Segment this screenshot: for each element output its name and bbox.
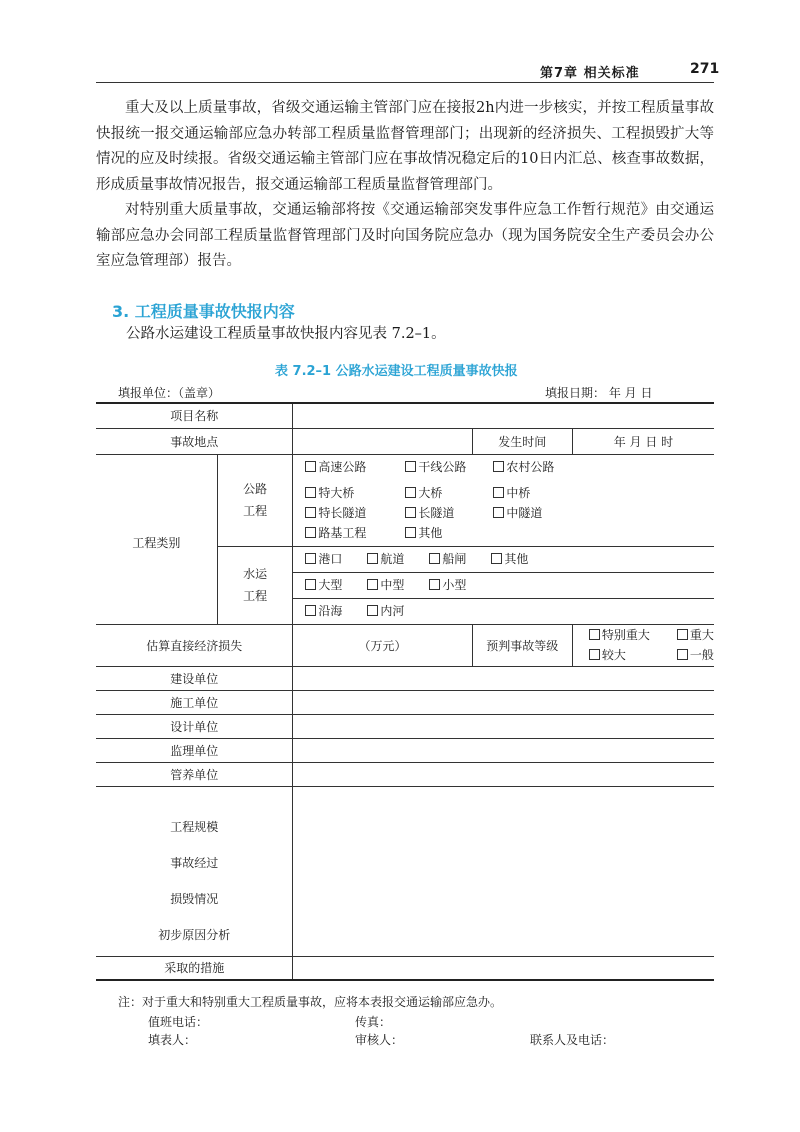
table-row xyxy=(96,454,714,546)
checkbox-label: 内河 xyxy=(380,603,405,618)
checkbox-waterway-other[interactable] xyxy=(491,547,528,572)
supervisor-label: 监理单位 xyxy=(96,738,293,762)
project-name-field[interactable] xyxy=(293,403,714,428)
table-row xyxy=(96,624,714,666)
checkbox-label: 小型 xyxy=(442,577,467,592)
checkbox-label: 其他 xyxy=(418,526,443,540)
checkbox-extra-long-tunnel[interactable] xyxy=(305,503,405,523)
measures-label: 采取的措施 xyxy=(96,956,293,980)
designer-label: 设计单位 xyxy=(96,714,293,738)
checkbox-ship-lock[interactable] xyxy=(429,547,491,572)
checkbox-label: 船闸 xyxy=(442,551,467,566)
project-category-label: 工程类别 xyxy=(96,454,217,624)
checkbox-label: 特大桥 xyxy=(318,486,355,500)
checkbox-label: 中桥 xyxy=(506,486,531,500)
table-note: 注：对于重大和特别重大工程质量事故，应将本表报交通运输部应急办。 xyxy=(118,995,503,1009)
checkbox-label: 较大 xyxy=(601,648,626,662)
header-rule xyxy=(96,82,714,83)
checkbox-large-scale[interactable] xyxy=(305,573,367,598)
checkbox-expressway[interactable] xyxy=(305,457,405,477)
checkbox-long-tunnel[interactable] xyxy=(405,503,493,523)
highway-options xyxy=(293,454,714,546)
table-row xyxy=(96,714,714,738)
checkbox-label: 港口 xyxy=(318,551,343,566)
checkbox-label: 大型 xyxy=(318,577,343,592)
checkbox-rural-highway[interactable] xyxy=(493,457,554,477)
paragraph-1: 重大及以上质量事故，省级交通运输主管部门应在接报2h内进一步核实，并按工程质量事故快报统一报交通运输部应急办转部工程质量监督管理部门；出现新的经济损失、工程损毁扩大等情况的应及时续报。省级交通运输主管部门应在事故情况稳定后的10日内汇总、核查事故数据，形成质量事故情况报告，报交通运输部工程质量监督管理部门。 xyxy=(96,100,714,193)
checkbox-label: 重大 xyxy=(689,628,714,642)
accident-report-form xyxy=(96,402,714,981)
table-row xyxy=(96,666,714,690)
fill-unit-label: 填报单位：（盖章） xyxy=(118,386,221,400)
checkbox-label: 长隧道 xyxy=(418,506,455,520)
economic-loss-field[interactable]: （万元） xyxy=(293,624,472,666)
fill-date-label: 填报日期： 年 月 日 xyxy=(545,386,653,400)
damage-status-label: 损毁情况 xyxy=(170,891,219,906)
checkbox-label: 路基工程 xyxy=(318,526,367,540)
table-row xyxy=(96,956,714,980)
checkbox-channel[interactable] xyxy=(367,547,429,572)
level-options xyxy=(572,624,714,666)
checkbox-label: 大桥 xyxy=(418,486,443,500)
checkbox-label: 干线公路 xyxy=(418,460,467,474)
measures-field[interactable] xyxy=(293,956,714,980)
table-row xyxy=(96,786,714,956)
section-intro: 公路水运建设工程质量事故快报内容见表 7.2–1。 xyxy=(126,326,446,342)
checkbox-label: 一般 xyxy=(689,648,714,662)
checkbox-coastal[interactable] xyxy=(305,599,367,624)
construction-owner-field[interactable] xyxy=(293,666,714,690)
table-row xyxy=(96,738,714,762)
checkbox-medium-bridge[interactable] xyxy=(493,483,530,503)
occurrence-time-label: 发生时间 xyxy=(472,428,572,454)
table-row xyxy=(96,428,714,454)
checkbox-inland-river[interactable] xyxy=(367,599,404,624)
page-number: 271 xyxy=(690,61,720,77)
checkbox-trunk-highway[interactable] xyxy=(405,457,493,477)
filler-label: 填表人： xyxy=(148,1033,197,1047)
checkbox-relatively-major[interactable] xyxy=(589,645,677,665)
cause-analysis-label: 初步原因分析 xyxy=(158,927,231,942)
checkbox-highway-other[interactable] xyxy=(405,523,442,543)
fax-label: 传真： xyxy=(355,1015,392,1029)
checkbox-label: 沿海 xyxy=(318,603,343,618)
accident-location-field[interactable] xyxy=(293,428,472,454)
duty-phone-label: 值班电话： xyxy=(148,1015,209,1029)
waterway-label xyxy=(217,546,293,624)
supervisor-field[interactable] xyxy=(293,738,714,762)
highway-label xyxy=(217,454,293,546)
details-field[interactable] xyxy=(293,786,714,956)
waterway-label-line2: 工程 xyxy=(243,589,268,603)
waterway-label-line1: 水运 xyxy=(243,567,268,581)
contractor-field[interactable] xyxy=(293,690,714,714)
checkbox-medium-tunnel[interactable] xyxy=(493,503,542,523)
waterway-options xyxy=(293,546,714,624)
checkbox-extremely-major[interactable] xyxy=(589,625,677,645)
checkbox-label: 特别重大 xyxy=(601,628,650,642)
occurrence-time-field[interactable]: 年 月 日 时 xyxy=(572,428,714,454)
checkbox-subgrade-works[interactable] xyxy=(305,523,405,543)
body-text xyxy=(96,96,714,275)
highway-label-line1: 公路 xyxy=(243,482,268,496)
section-title: 3. 工程质量事故快报内容 xyxy=(112,302,295,321)
checkbox-label: 特长隧道 xyxy=(318,506,367,520)
highway-label-line2: 工程 xyxy=(243,504,268,518)
checkbox-major[interactable] xyxy=(677,625,714,645)
maintenance-unit-field[interactable] xyxy=(293,762,714,786)
checkbox-label: 航道 xyxy=(380,551,405,566)
checkbox-label: 其他 xyxy=(504,551,529,566)
checkbox-label: 高速公路 xyxy=(318,460,367,474)
table-title: 表 7.2–1 公路水运建设工程质量事故快报 xyxy=(275,364,518,379)
project-scale-label: 工程规模 xyxy=(170,819,219,834)
designer-field[interactable] xyxy=(293,714,714,738)
checkbox-label: 农村公路 xyxy=(506,460,555,474)
accident-process-label: 事故经过 xyxy=(170,855,219,870)
checkbox-label: 中隧道 xyxy=(506,506,543,520)
maintenance-unit-label: 管养单位 xyxy=(96,762,293,786)
table-row xyxy=(96,403,714,428)
details-labels xyxy=(96,786,293,956)
predicted-level-label: 预判事故等级 xyxy=(472,624,572,666)
reviewer-label: 审核人： xyxy=(355,1033,404,1047)
chapter-header: 第7章 相关标准 xyxy=(540,66,640,81)
economic-loss-label: 估算直接经济损失 xyxy=(96,624,293,666)
contractor-label: 施工单位 xyxy=(96,690,293,714)
table-row xyxy=(96,690,714,714)
paragraph-2: 对特别重大质量事故，交通运输部将按《交通运输部突发事件应急工作暂行规范》由交通运输部应急办会同部工程质量监督管理部门及时向国务院应急办（现为国务院安全生产委员会办公室应急管理部）报告。 xyxy=(96,202,714,269)
construction-owner-label: 建设单位 xyxy=(96,666,293,690)
checkbox-port[interactable] xyxy=(305,547,367,572)
checkbox-label: 中型 xyxy=(380,577,405,592)
checkbox-small-scale[interactable] xyxy=(429,573,466,598)
checkbox-extra-large-bridge[interactable] xyxy=(305,483,405,503)
contact-label: 联系人及电话： xyxy=(530,1033,615,1047)
checkbox-ordinary[interactable] xyxy=(677,645,714,665)
accident-location-label: 事故地点 xyxy=(96,428,293,454)
project-name-label: 项目名称 xyxy=(96,403,293,428)
table-row xyxy=(96,762,714,786)
checkbox-large-bridge[interactable] xyxy=(405,483,493,503)
checkbox-medium-scale[interactable] xyxy=(367,573,429,598)
